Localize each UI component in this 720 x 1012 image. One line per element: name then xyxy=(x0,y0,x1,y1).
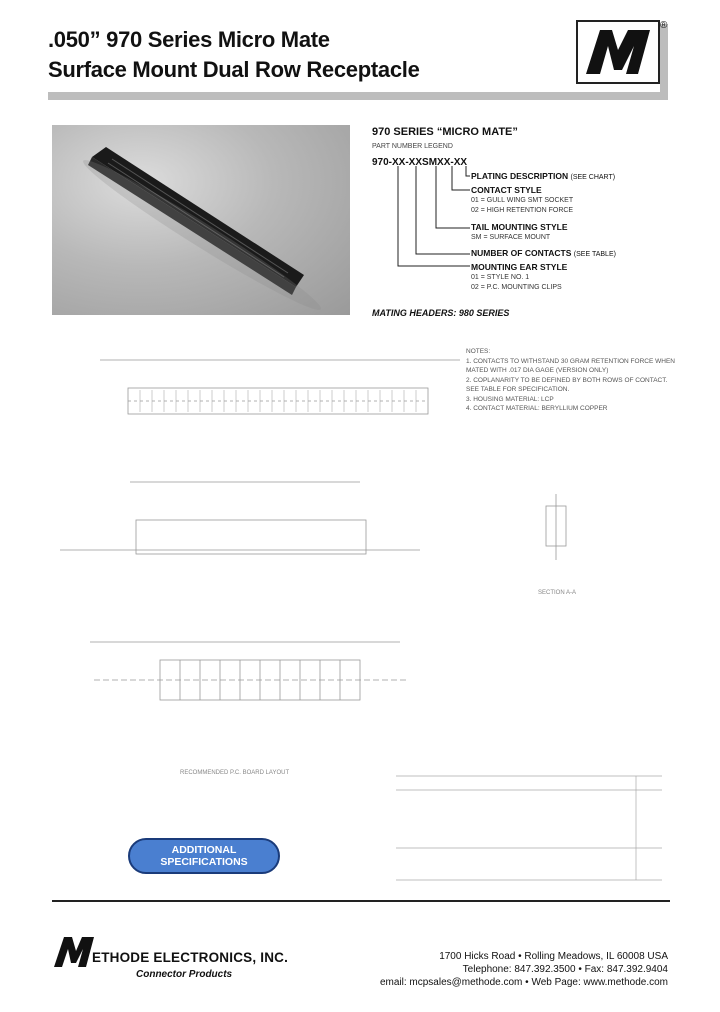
header-rule-shadow xyxy=(48,92,668,100)
plating-title-text: PLATING DESCRIPTION xyxy=(471,171,569,181)
additional-specs-line1: ADDITIONAL xyxy=(171,844,237,856)
ear-02: 02 = P.C. MOUNTING CLIPS xyxy=(471,284,562,291)
section-label: SECTION A-A xyxy=(538,590,577,596)
plating-note: (SEE CHART) xyxy=(570,174,616,181)
tail-sm: SM = SURFACE MOUNT xyxy=(471,234,551,241)
part-code: 970-XX-XXSMXX-XX xyxy=(372,157,468,168)
company-name: ETHODE ELECTRONICS, INC. xyxy=(92,950,289,965)
plating-title xyxy=(471,171,615,181)
note-3: 3. HOUSING MATERIAL: LCP xyxy=(466,395,554,403)
series-title: 970 SERIES “MICRO MATE” xyxy=(372,126,518,138)
dimension-table xyxy=(396,770,666,890)
notes-title: NOTES: xyxy=(466,348,491,355)
pcb-layout-drawing xyxy=(80,620,420,790)
company-address: 1700 Hicks Road • Rolling Meadows, IL 60008 USA xyxy=(439,951,668,962)
connector-photo-icon xyxy=(52,125,350,315)
note-2a: 2. COPLANARITY TO BE DEFINED BY BOTH ROWS OF CONTACT. xyxy=(466,376,668,384)
contacts-title-text: NUMBER OF CONTACTS xyxy=(471,248,572,258)
notes-block xyxy=(466,347,675,414)
note-2b: SEE TABLE FOR SPECIFICATION. xyxy=(466,386,570,393)
note-1a: 1. CONTACTS TO WITHSTAND 30 GRAM RETENTION FORCE WHEN xyxy=(466,357,675,365)
header-rule-shadow-right xyxy=(660,24,668,100)
top-view-drawing xyxy=(40,340,470,630)
additional-specs-line2: SPECIFICATIONS xyxy=(160,856,248,868)
additional-specifications-button[interactable] xyxy=(128,838,280,874)
ear-01: 01 = STYLE NO. 1 xyxy=(471,274,530,281)
ear-title: MOUNTING EAR STYLE xyxy=(471,262,568,272)
note-4: 4. CONTACT MATERIAL: BERYLLIUM COPPER xyxy=(466,405,608,412)
footer-rule xyxy=(52,900,670,902)
company-phone: Telephone: 847.392.3500 • Fax: 847.392.9404 xyxy=(462,964,668,975)
contacts-title xyxy=(471,248,616,258)
company-web: email: mcpsales@methode.com • Web Page: www.methode.com xyxy=(379,977,668,988)
methode-logo-icon xyxy=(578,22,658,82)
page-title-line1: .050” 970 Series Micro Mate xyxy=(48,27,330,52)
legend-leader-lines xyxy=(390,166,480,276)
note-1b: MATED WITH .017 DIA GAGE (VERSION ONLY) xyxy=(466,367,609,374)
mating-headers: MATING HEADERS: 980 SERIES xyxy=(372,308,510,318)
legend-label: PART NUMBER LEGEND xyxy=(372,143,453,150)
contact-style-02: 02 = HIGH RETENTION FORCE xyxy=(471,207,574,214)
contact-style-title: CONTACT STYLE xyxy=(471,185,542,195)
methode-logo xyxy=(576,20,660,84)
registered-mark: ® xyxy=(660,20,668,31)
pcb-label: RECOMMENDED P.C. BOARD LAYOUT xyxy=(180,770,290,776)
page-title-line2: Surface Mount Dual Row Receptacle xyxy=(48,57,420,82)
division-name: Connector Products xyxy=(136,969,233,980)
side-view-drawing xyxy=(520,490,600,600)
contact-style-01: 01 = GULL WING SMT SOCKET xyxy=(471,197,574,204)
product-photo xyxy=(52,125,350,315)
tail-title: TAIL MOUNTING STYLE xyxy=(471,222,568,232)
contacts-note: (SEE TABLE) xyxy=(573,251,616,258)
methode-footer-logo-icon xyxy=(52,935,96,969)
